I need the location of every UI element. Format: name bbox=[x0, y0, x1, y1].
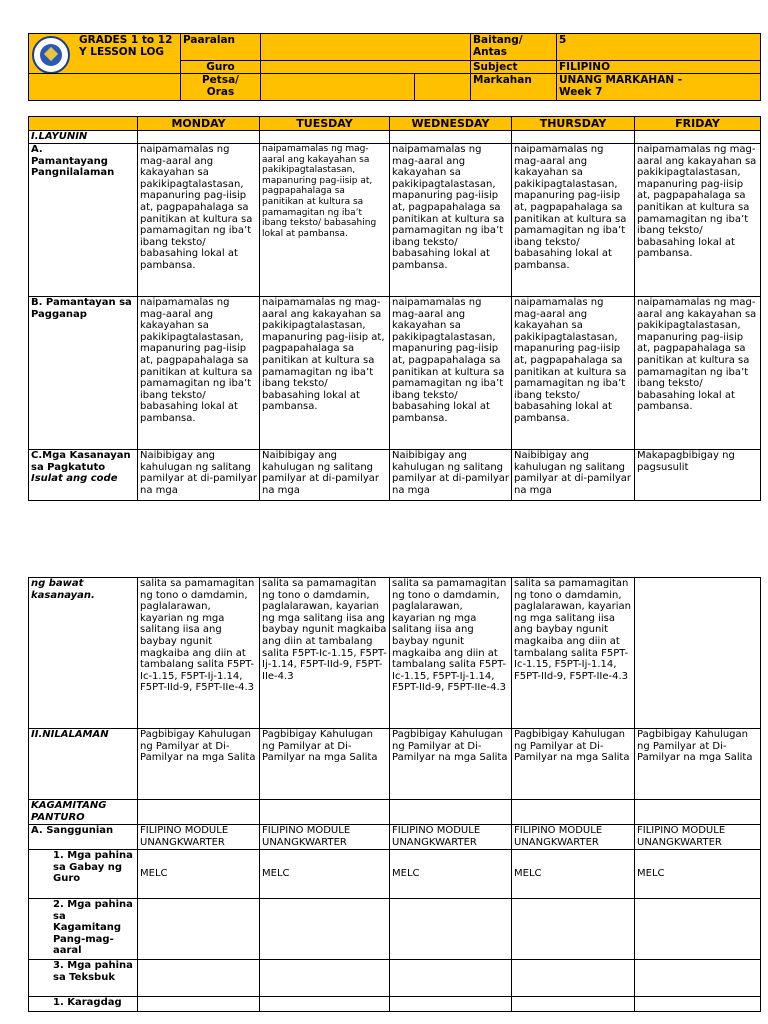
table-cell: Pagbibigay Kahulugan ng Pamilyar at Di-Pamilyar na mga Salita bbox=[512, 729, 635, 800]
table-cell: Pagbibigay Kahulugan ng Pamilyar at Di-Pamilyar na mga Salita bbox=[138, 729, 260, 800]
pamantayan-sa-pagganap-label: B. Pamantayan sa Pagganap bbox=[29, 297, 138, 450]
markahan-value: UNANG MARKAHAN - Week 7 bbox=[557, 74, 761, 101]
kasanayan-continued-label: ng bawat kasanayan. bbox=[29, 578, 138, 729]
teksbuk-label: 3. Mga pahina sa Teksbuk bbox=[29, 960, 138, 997]
pamantayang-pangnilalaman-label: A. Pamantayang Pangnilalaman bbox=[29, 144, 138, 297]
table-cell: MELC bbox=[390, 850, 512, 899]
day-header: THURSDAY bbox=[512, 117, 635, 131]
karagdagan-label: 1. Karagdag bbox=[29, 997, 138, 1012]
table-cell: naipamamalas ng mag-aaral ang kakayahan sa pakikipagtalastasan, mapanuring pag-iisip at, pagpapahalaga sa panitikan at kultura sa pamamagitan ng iba’t ibang teksto/ babasahing lokal at pambansa. bbox=[390, 144, 512, 297]
logo-cell bbox=[29, 34, 181, 74]
table-cell: naipamamalas ng mag-aaral ang kakayahan sa pakikipagtalastasan, mapanuring pag-iisip at, pagpapahalaga sa panitikan at kultura sa pamamagitan ng iba’t ibang teksto/ babasahing lokal at pambansa. bbox=[512, 144, 635, 297]
paaralan-label: Paaralan bbox=[181, 34, 261, 61]
header-title-line1: GRADES 1 to 12 bbox=[79, 34, 173, 46]
table-cell: Makapagbibigay ng pagsusulit bbox=[635, 450, 761, 501]
sanggunian-label: A. Sanggunian bbox=[29, 825, 138, 850]
table-cell: salita sa pamamagitan ng tono o damdamin, paglalarawan, kayarian ng mga salitang iisa ang baybay ngunit magkaiba ang diin at tambalang salita F5PT-Ic-1.15, F5PT-Ij-1.14, F5PT-IId-9, F5PT-IIe-4.3 bbox=[138, 578, 260, 729]
table-cell: Naibibigay ang kahulugan ng salitang pamilyar at di-pamilyar na mga bbox=[260, 450, 390, 501]
table-cell: naipamamalas ng mag-aaral ang kakayahan sa pakikipagtalastasan, mapanuring pag-iisip at, pagpapahalaga sa panitikan at kultura sa pamamagitan ng iba’t ibang teksto/ babasahing lokal at pambansa. bbox=[138, 144, 260, 297]
baitang-value: 5 bbox=[557, 34, 761, 61]
deped-seal-icon bbox=[32, 36, 70, 74]
petsa-value bbox=[261, 74, 415, 101]
table-cell: FILIPINO MODULE UNANGKWARTER bbox=[512, 825, 635, 850]
corner-header bbox=[29, 117, 138, 131]
subject-value: FILIPINO bbox=[557, 61, 761, 74]
table-cell: FILIPINO MODULE UNANGKWARTER bbox=[390, 825, 512, 850]
kagamitang-pang-mag-aaral-label: 2. Mga pahina sa Kagamitang Pang-mag-aaral bbox=[29, 899, 138, 960]
table-cell: naipamamalas ng mag-aaral ang kakayahan sa pakikipagtalastasan, mapanuring pag-iisip at, pagpapahalaga sa panitikan at kultura sa pamamagitan ng iba’t ibang teksto/ babasahing lokal at pambansa. bbox=[512, 297, 635, 450]
guro-label: Guro bbox=[181, 61, 261, 74]
table-cell bbox=[635, 578, 761, 729]
table-cell: FILIPINO MODULE UNANGKWARTER bbox=[260, 825, 390, 850]
day-header: TUESDAY bbox=[260, 117, 390, 131]
header-blank bbox=[29, 74, 181, 101]
day-header: MONDAY bbox=[138, 117, 260, 131]
table-cell: salita sa pamamagitan ng tono o damdamin, paglalarawan, kayarian ng mga salitang iisa ang baybay ngunit magkaiba ang diin at tambalang salita F5PT-Ic-1.15, F5PT-Ij-1.14, F5PT-IId-9, F5PT-IIe-4.3 bbox=[260, 578, 390, 729]
lesson-table-part1 bbox=[28, 116, 761, 501]
day-header: FRIDAY bbox=[635, 117, 761, 131]
table-cell: naipamamalas ng mag-aaral ang kakayahan sa pakikipagtalastasan, mapanuring pag-iisip at, pagpapahalaga sa panitikan at kultura sa pamamagitan ng iba’t ibang teksto/ babasahing lokal at pambansa. bbox=[390, 297, 512, 450]
table-cell: salita sa pamamagitan ng tono o damdamin, paglalarawan, kayarian ng mga salitang iisa ang baybay ngunit magkaiba ang diin at tambalang salita F5PT-Ic-1.15, F5PT-Ij-1.14, F5PT-IId-9, F5PT-IIe-4.3 bbox=[390, 578, 512, 729]
table-cell: MELC bbox=[260, 850, 390, 899]
table-cell: naipamamalas ng mag-aaral ang kakayahan sa pakikipagtalastasan, mapanuring pag-iisip at, pagpapahalaga sa panitikan at kultura sa pamamagitan ng iba’t ibang teksto/ babasahing lokal at pambansa. bbox=[260, 144, 390, 297]
markahan-label: Markahan bbox=[471, 74, 557, 101]
table-cell: salita sa pamamagitan ng tono o damdamin, paglalarawan, kayarian ng mga salitang iisa ang baybay ngunit magkaiba ang diin at tambalang salita F5PT-Ic-1.15, F5PT-Ij-1.14, F5PT-IId-9, F5PT-IIe-4.3 bbox=[512, 578, 635, 729]
table-cell: naipamamalas ng mag-aaral ang kakayahan sa pakikipagtalastasan, mapanuring pag-iisip at, pagpapahalaga sa panitikan at kultura sa pamamagitan ng iba’t ibang teksto/ babasahing lokal at pambansa. bbox=[138, 297, 260, 450]
petsa-label: Petsa/ Oras bbox=[181, 74, 261, 101]
table-cell: FILIPINO MODULE UNANGKWARTER bbox=[635, 825, 761, 850]
layunin-label: I.LAYUNIN bbox=[29, 131, 138, 144]
table-cell: Naibibigay ang kahulugan ng salitang pamilyar at di-pamilyar na mga bbox=[138, 450, 260, 501]
table-cell: naipamamalas ng mag-aaral ang kakayahan sa pakikipagtalastasan, mapanuring pag-iisip at, pagpapahalaga sa panitikan at kultura sa pamamagitan ng iba’t ibang teksto/ babasahing lokal at pambansa. bbox=[260, 297, 390, 450]
kasanayan-label: C.Mga Kasanayan sa Pagkatuto Isulat ang code bbox=[29, 450, 138, 501]
subject-label: Subject bbox=[471, 61, 557, 74]
paaralan-value bbox=[261, 34, 471, 61]
header-title-line2: Y LESSON LOG bbox=[79, 46, 165, 58]
table-cell: MELC bbox=[635, 850, 761, 899]
nilalaman-label: II.NILALAMAN bbox=[29, 729, 138, 800]
table-cell: Naibibigay ang kahulugan ng salitang pamilyar at di-pamilyar na mga bbox=[390, 450, 512, 501]
table-cell: FILIPINO MODULE UNANGKWARTER bbox=[138, 825, 260, 850]
gabay-ng-guro-label: 1. Mga pahina sa Gabay ng Guro bbox=[29, 850, 138, 899]
day-header: WEDNESDAY bbox=[390, 117, 512, 131]
table-cell: MELC bbox=[138, 850, 260, 899]
table-cell: MELC bbox=[512, 850, 635, 899]
oras-value bbox=[415, 74, 471, 101]
table-cell: Naibibigay ang kahulugan ng salitang pamilyar at di-pamilyar na mga bbox=[512, 450, 635, 501]
baitang-label: Baitang/ Antas bbox=[471, 34, 557, 61]
table-cell: naipamamalas ng mag-aaral ang kakayahan sa pakikipagtalastasan, mapanuring pag-iisip at, pagpapahalaga sa panitikan at kultura sa pamamagitan ng iba’t ibang teksto/ babasahing lokal at pambansa. bbox=[635, 297, 761, 450]
table-cell: Pagbibigay Kahulugan ng Pamilyar at Di-Pamilyar na mga Salita bbox=[635, 729, 761, 800]
header-table bbox=[28, 33, 761, 101]
table-cell: naipamamalas ng mag-aaral ang kakayahan sa pakikipagtalastasan, mapanuring pag-iisip at, pagpapahalaga sa panitikan at kultura sa pamamagitan ng iba’t ibang teksto/ babasahing lokal at pambansa. bbox=[635, 144, 761, 297]
table-cell: Pagbibigay Kahulugan ng Pamilyar at Di-Pamilyar na mga Salita bbox=[260, 729, 390, 800]
lesson-table-part2 bbox=[28, 577, 761, 1012]
kagamitang-panturo-label: KAGAMITANG PANTURO bbox=[29, 800, 138, 825]
guro-value bbox=[261, 61, 471, 74]
table-cell: Pagbibigay Kahulugan ng Pamilyar at Di-Pamilyar na mga Salita bbox=[390, 729, 512, 800]
